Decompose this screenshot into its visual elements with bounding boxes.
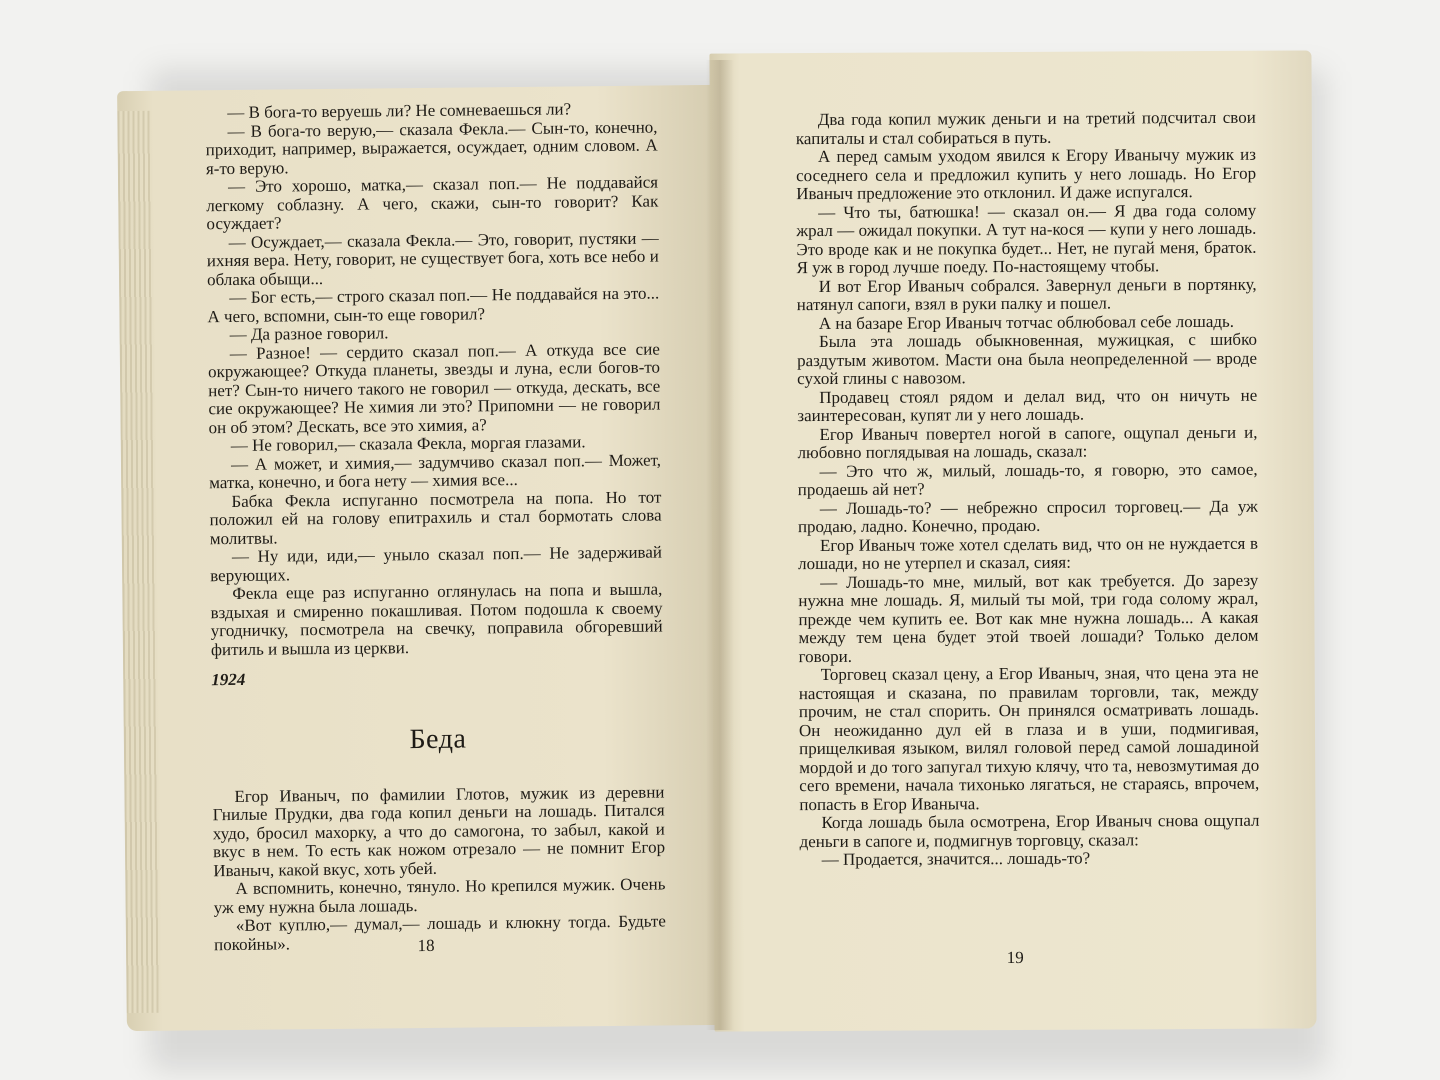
paragraph: Бабка Фекла испуганно посмотрела на попа. Но тот положил ей на голову епитрахиль и стал бормотать слова молитвы. [209, 486, 662, 548]
paragraph: — Да разное говорил. [229, 323, 389, 345]
paragraph: Была эта лошадь обыкновенная, мужицкая, с шибко раздутым животом. Масти она была неопределенной — вроде сухой глины с навозом. [797, 329, 1258, 389]
paragraph: И вот Егор Иваныч собрался. Завернул деньги в портянку, натянул сапоги, взял в руки палку и пошел. [796, 274, 1257, 315]
paragraph: — Это что ж, милый, лошадь-то, я говорю, это самое, продаешь ай нет? [797, 459, 1258, 500]
page-number-right: 19 [1006, 947, 1024, 968]
paragraph: — В бога-то веруешь ли? Не сомневаешься ли? [227, 99, 572, 123]
paragraph: — Лошадь-то мне, милый, вот как требуется. До зарезу нужна мне лошадь. Я, милый ты мой, три года солому жрал, прежде чем купить ее. Вот как мне нужна лошадь... А какая между тем цена будет этой твоей лошади? Только делом говори. [798, 570, 1259, 666]
paragraph: Продавец стоял рядом и делал вид, что он ничуть не заинтересован, купят ли у него лошадь. [797, 385, 1258, 426]
paragraph: Егор Иваныч, по фамилии Глотов, мужик из деревни Гнилые Прудки, два года копил деньги на лошадь. Питался худо, бросил махорку, а что до самогона, то забыл, какой и вкус в нем. То есть как ножом отрезало — не помнит Егор Иваныч, какой вкус, хоть убей. [212, 781, 666, 880]
paragraph: Два года копил мужик деньги и на третий подсчитал свои капиталы и стал собираться в путь. [795, 107, 1256, 148]
page-number-left: 18 [417, 935, 435, 956]
left-page [117, 85, 727, 1031]
paragraph: Торговец сказал цену, а Егор Иваныч, зная, что цена эта не настоящая и сказана, по правилам торговли, так, между прочим, не стал спорить. Он принялся осматривать лошадь. Он неожиданно дул ей в глаза и в уши, подмигивая, прищелкивая языком, вилял головой перед самой лошадиной мордой и до того запугал тихую клячу, что та, невозмутимая до сего времени, начала тихонько лягаться, не стараясь, впрочем, попасть в Егор Иваныча. [798, 662, 1260, 814]
paragraph: Егор Иваныч тоже хотел сделать вид, что он не нуждается в лошади, но не утерпел и сказал, сияя: [798, 533, 1259, 574]
paragraph: А перед самым уходом явился к Егору Иванычу мужик из соседнего села и предложил купить у него лошадь. Но Егор Иваныч предложение это отклонил. И даже испугался. [796, 144, 1257, 204]
story-year: 1924 [211, 669, 246, 690]
paragraph: А на базаре Егор Иваныч тотчас облюбовал себе лошадь. [818, 311, 1235, 333]
right-page-paragraphs [796, 109, 1260, 870]
paragraph: Когда лошадь была осмотрена, Егор Иваныч снова ощупал деньги в сапоге и, подмигнув торговцу, сказал: [799, 810, 1260, 851]
paragraph: — Бог есть,— строго сказал поп.— Не поддавайся на это... А чего, вспомни, сын-то еще говорил? [207, 283, 660, 326]
paragraph: Егор Иваныч повертел ногой в сапоге, ощупал деньги и, любовно поглядывая на лошадь, сказал: [797, 422, 1258, 463]
paragraph: — Осуждает,— сказала Фекла.— Это, говорит, пустяки — ихняя вера. Нету, говорит, не существует бога, хоть все небо и облака обыщи... [206, 228, 659, 289]
left-page-paragraphs-top [205, 100, 663, 660]
paragraph: А вспомнить, конечно, тянуло. Но крепился мужик. Очень уж ему нужна была лошадь. [213, 874, 666, 917]
paragraph: Фекла еще раз испуганно оглянулась на попа и вышла, вздыхая и смиренно покашливая. Потом подошла к своему угодничку, посмотрела на свечку, поправила обгоревший фитиль и вышла из церкви. [210, 579, 663, 659]
paragraph: — Ну иди, иди,— уныло сказал поп.— Не задерживай верующих. [210, 542, 663, 585]
paragraph: — В бога-то верую,— сказала Фекла.— Сын-то, конечно, приходит, например, выражается, осуждает, одним словом. А я-то верую. [205, 117, 658, 178]
right-page [709, 50, 1316, 1031]
paragraph: — Лошадь-то? — небрежно спросил торговец.— Да уж продаю, ладно. Конечно, продаю. [797, 496, 1258, 537]
paragraph: — Не говорил,— сказала Фекла, моргая глазами. [230, 432, 586, 455]
paragraph: «Вот куплю,— думал,— лошадь и клюкну тогда. Будьте покойны». [213, 911, 666, 954]
paragraph: — Что ты, батюшка! — сказал он.— Я два года солому жрал — ожидал покупки. А тут на-кося — купи у него лошадь. Это вроде как и не покупка будет... Нет, не пугай меня, браток. Я уж в город лучше поеду. По-настоящему чтобы. [796, 200, 1257, 278]
book-gutter [706, 60, 734, 1030]
paragraph: — Продается, значится... лошадь-то? [821, 848, 1091, 870]
left-page-paragraphs-bottom [212, 783, 666, 954]
paragraph: — Разное! — сердито сказал поп.— А откуда все сие окружающее? Откуда планеты, звезды и луна, если богов-то нет? Сын-то ничего такого не говорил — откуда, дескать, все сие окружающее? Не химия ли это? Припомни — не говорил он об этом? Дескать, все это химия, а? [207, 338, 661, 437]
story-title: Беда [409, 723, 467, 755]
paragraph: — А может, и химия,— задумчиво сказал поп.— Может, матка, конечно, и бога нету — химия все... [209, 449, 662, 493]
paragraph: — Это хорошо, матка,— сказал поп.— Не поддавайся легкому соблазну. А чего, скажи, сын-то говорит? Как осуждает? [206, 172, 659, 234]
